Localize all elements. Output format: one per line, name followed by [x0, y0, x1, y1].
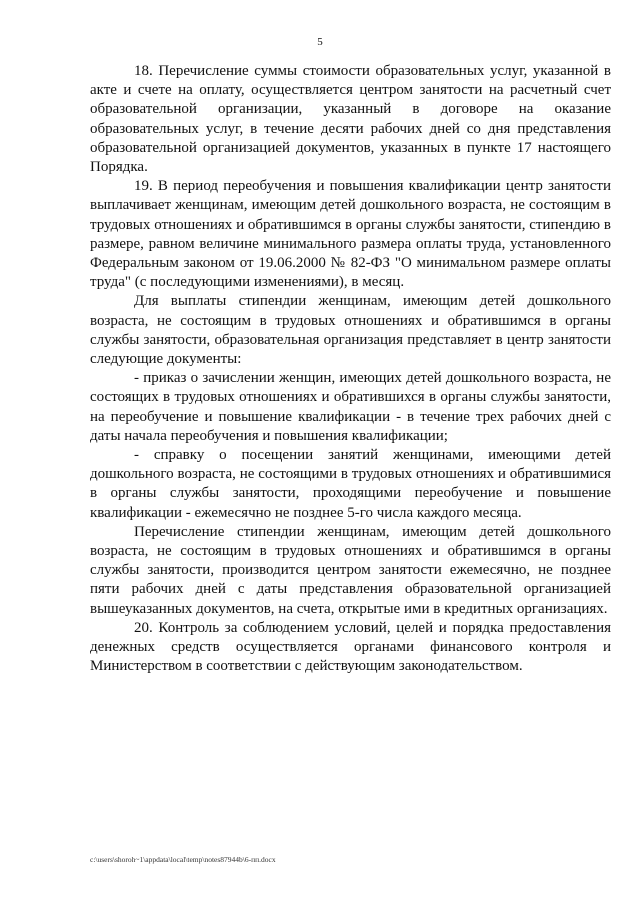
paragraph-18: 18. Перечисление суммы стоимости образовательных услуг, указанной в акте и счете на оплату, осуществляется центром занятости на расчетный счет образовательной организации, указанный в договоре на оказание образовательных услуг, в течение десяти рабочих дней со дня представления образовательной организацией документов, указанных в пункте 17 настоящего Порядка.: [90, 63, 611, 176]
list-item-order: - приказ о зачислении женщин, имеющих детей дошкольного возраста, не состоящих в трудовых отношениях и обратившихся в органы службы занятости, на переобучение и повышение квалификации - в течение трех рабочих дней с даты начала переобучения и повышения квалификации;: [90, 370, 611, 444]
page-number: 5: [317, 36, 323, 48]
list-item-attendance-certificate: - справку о посещении занятий женщинами, имеющими детей дошкольного возраста, не состоящими в трудовых отношениях и обратившимися в органы службы занятости, проходящими переобучение и повышение квалификации - ежемесячно не позднее 5-го числа каждого месяца.: [90, 447, 611, 521]
paragraph-stipend-transfer: Перечисление стипендии женщинам, имеющим детей дошкольного возраста, не состоящим в трудовых отношениях и обратившимся в органы службы занятости, производится центром занятости ежемесячно, не позднее пяти рабочих дней с даты представления образовательной организацией вышеуказанных документов, на счета, открытые ими в кредитных организациях.: [90, 523, 611, 617]
paragraph-19: 19. В период переобучения и повышения квалификации центр занятости выплачивает женщинам, имеющим детей дошкольного возраста, не состоящим в трудовых отношениях и обратившимся в органы службы занятости, стипендию в размере, равном величине минимального размера оплаты труда, установленного Федеральным законом от 19.06.2000 № 82-ФЗ "О минимальном размере оплаты труда" (с последующими изменениями), в месяц.: [90, 178, 611, 291]
footer-file-path: c:\users\shoroh~1\appdata\local\temp\notes87944b\6-пп.docx: [90, 855, 276, 864]
paragraph-20: 20. Контроль за соблюдением условий, целей и порядка предоставления денежных средств осуществляется органами финансового контроля и Министерством в соответствии с действующим законодательством.: [90, 619, 611, 675]
paragraph-documents-intro: Для выплаты стипендии женщинам, имеющим детей дошкольного возраста, не состоящим в трудовых отношениях и обратившимся в органы службы занятости, образовательная организация представляет в центр занятости следующие документы:: [90, 293, 611, 368]
document-body: [90, 62, 611, 677]
